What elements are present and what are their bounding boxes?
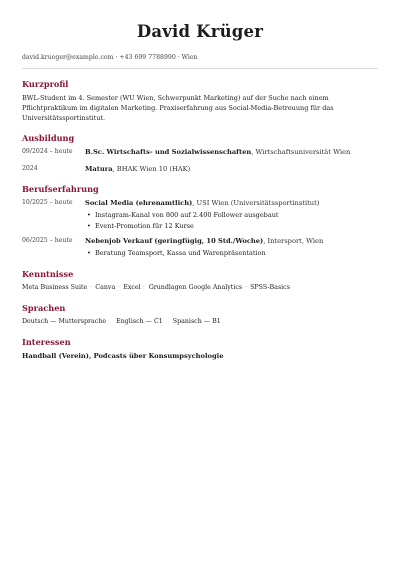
section-title-languages: Sprachen [22,303,66,313]
skill-separator: · [117,284,120,291]
language-item: Spanisch — B1 [172,318,221,325]
section-title-experience: Berufserfahrung [22,184,99,194]
skill-item: Grundlagen Google Analytics [148,284,243,291]
skill-item: Meta Business Suite [22,284,88,291]
education-degree: Matura [85,165,113,173]
education-entry [22,164,378,174]
experience-bullet: • Beratung Teamsport, Kassa und Warenpräsentation [95,248,378,259]
section-title-skills: Kenntnisse [22,269,74,279]
experience-role: Nebenjob Verkauf (geringfügig, 10 Std./Woche) [85,237,264,245]
header-divider [22,68,378,69]
experience-entry [22,236,378,259]
skill-item: Canva [95,284,116,291]
section-title-interests: Interessen [22,337,71,347]
interests-text: Handball (Verein), Podcasts über Konsumpsychologie [22,352,224,360]
education-details [85,164,378,174]
education-entry [22,147,378,157]
contact-line: david.krueger@example.com · +43 699 7788990 · Wien [22,54,198,61]
experience-details [85,236,378,259]
experience-bullet: • Instagram-Kanal von 800 auf 2.400 Follower ausgebaut [95,210,378,221]
section-title-education: Ausbildung [22,133,75,143]
skill-separator: · [142,284,145,291]
candidate-name: David Krüger [136,22,264,41]
education-details [85,147,378,157]
skill-separator: · [89,284,92,291]
skill-separator: · [244,284,247,291]
language-item: Englisch — C1 [116,318,163,325]
experience-bullets [85,210,378,232]
skill-item: SPSS-Basics [250,284,290,291]
education-institution: , BHAK Wien 10 (HAK) [112,165,191,173]
profile-summary: BWL-Student im 4. Semester (WU Wien, Schwerpunkt Marketing) auf der Suche nach einem Pflichtpraktikum im digitalen Marketing. Praxiserfahrung aus Social-Media-Betreuung für das Universitätssportinstitut. [22,94,334,122]
experience-employer: , Intersport, Wien [263,237,324,245]
education-degree: B.Sc. Wirtschafts- und Sozialwissenschaften [85,148,252,156]
experience-list [22,198,378,259]
education-date: 09/2024 – heute [22,148,73,155]
experience-date: 06/2025 – heute [22,237,73,244]
education-list [22,147,378,174]
skills-list [22,283,378,293]
experience-entry [22,198,378,232]
experience-role: Social Media (ehrenamtlich) [85,199,193,207]
experience-employer: , USI Wien (Universitätssportinstitut) [192,199,320,207]
language-item: Deutsch — Muttersprache [22,318,107,325]
section-title-profile: Kurzprofil [22,79,69,89]
experience-bullets [85,248,378,259]
education-date: 2024 [22,165,38,172]
education-institution: , Wirtschaftsuniversität Wien [251,148,351,156]
experience-details [85,198,378,232]
languages-list [22,317,378,327]
experience-bullet: • Event-Promotion für 12 Kurse [95,221,378,232]
skill-item: Excel [123,284,141,291]
experience-date: 10/2025 – heute [22,199,73,206]
